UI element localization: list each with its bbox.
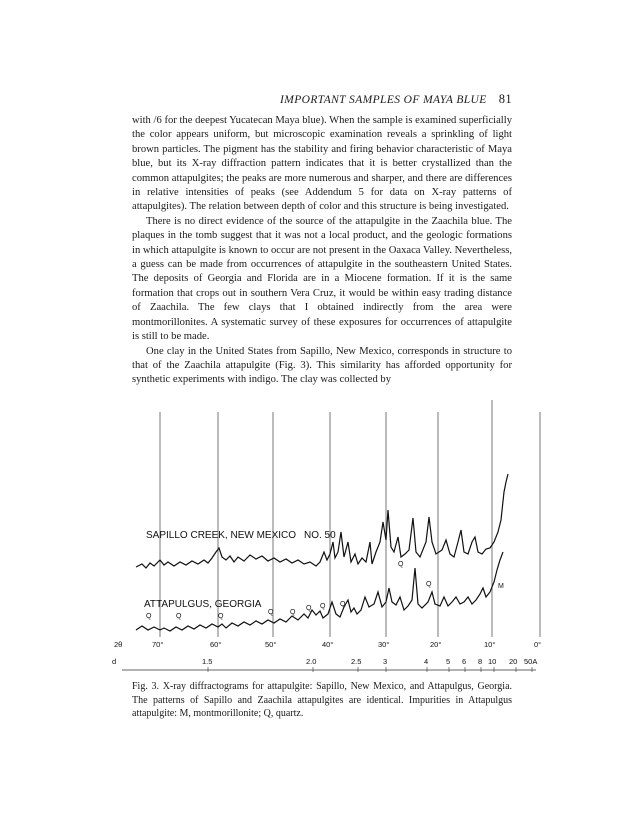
figure-xray-diffractograms (108, 392, 548, 677)
label-sapillo-no: NO. 50 (304, 530, 336, 541)
caption-text: X-ray diffractograms for attapulgite: Sapillo, New Mexico, and Attapulgus, Georgia. The patterns of Sapillo and Zaachila attapulgites are identical. Impurities in Attapulgus attapulgite: M, montmorillonite; Q, quartz. (132, 681, 513, 720)
d-tick-4: 4 (424, 657, 429, 666)
twotheta-tick-20: 20° (430, 640, 442, 649)
d-tick-6: 6 (462, 657, 467, 666)
figure-caption (132, 680, 512, 721)
running-title: IMPORTANT SAMPLES OF MAYA BLUE (279, 94, 487, 106)
diffractogram-svg (108, 392, 548, 677)
paragraph-3: One clay in the United States from Sapillo, New Mexico, corresponds in structure to that of the Zaachila attapulgite (Fig. 3). This similarity has afforded opportunity for synthetic experiments with indigo. The clay was collected by (132, 345, 512, 386)
d-tick-5: 5 (446, 657, 451, 666)
peak-q-3: Q (218, 613, 224, 620)
attapulgus-trace (136, 552, 503, 631)
twotheta-tick-40: 40° (322, 640, 334, 649)
twotheta-tick-70: 70° (152, 640, 164, 649)
d-tick-10: 10 (488, 657, 497, 666)
peak-m: M (498, 583, 504, 590)
twotheta-tick-0: 0° (534, 640, 542, 649)
d-tick-3: 3 (383, 657, 388, 666)
twotheta-tick-30: 30° (378, 640, 390, 649)
d-tick-2-0: 2.0 (306, 657, 317, 666)
d-label: d (112, 657, 117, 666)
twotheta-tick-50: 50° (265, 640, 277, 649)
peak-q-4: Q (268, 609, 274, 616)
caption-fig-label: Fig. 3. (132, 681, 160, 692)
d-tick-2-5: 2.5 (351, 657, 362, 666)
paragraph-2: There is no direct evidence of the source of the attapulgite in the Zaachila blue. The plaques in the tomb suggest that it was not a local product, and the geologic formations in which attapulgite is known to occur are not present in the Oaxaca Valley. Nevertheless, a guess can be made from occurrences of attapulgite in the southeastern United States. The deposits of Georgia and Florida are in a Miocene formation. If it is the same formation that crops out in southern Vera Cruz, it would be within easy trading distance of Zaachila. The few clays that I obtained indirectly from the area were montmorillonites. A systematic survey of these exposures for occurrences of attapulgite is still to be made. (132, 215, 512, 343)
twotheta-label: 2θ (114, 640, 123, 649)
peak-q-7: Q (320, 603, 326, 610)
d-axis-ticks (208, 667, 532, 672)
peak-q-1: Q (146, 613, 152, 620)
d-tick-1-5: 1.5 (202, 657, 213, 666)
peak-q-6: Q (306, 605, 312, 612)
paragraph-1: with /6 for the deepest Yucatecan Maya blue). When the sample is examined superficially the color appears uniform, but microscopic examination reveals a sprinkling of light brown particles. The pigment has the stability and firing behavior characteristic of Maya blue, but its X-ray diffraction pattern indicates that it is better crystallized than the common attapulgites; the peaks are more numerous and sharper, and there are differences in relative intensities of peaks (see Addendum 5 for data on X-ray patterns of attapulgites). The relation between depth of color and this structure is being investigated. (132, 115, 512, 213)
body-text (132, 114, 512, 388)
sapillo-trace (136, 474, 508, 568)
twotheta-axis (114, 640, 541, 649)
peak-q-10: Q (426, 581, 432, 588)
peak-markers (146, 561, 504, 620)
label-sapillo: SAPILLO CREEK, NEW MEXICO (146, 530, 297, 541)
label-attapulgus: ATTAPULGUS, GEORGIA (144, 599, 262, 610)
peak-q-2: Q (176, 613, 182, 620)
d-axis (112, 657, 537, 666)
page-number: 81 (498, 92, 512, 106)
peak-q-8: Q (340, 601, 346, 608)
twotheta-tick-10: 10° (484, 640, 496, 649)
d-tick-20: 20 (509, 657, 518, 666)
d-tick-8: 8 (478, 657, 483, 666)
running-header (132, 92, 512, 107)
peak-q-5: Q (290, 609, 296, 616)
peak-q-9: Q (398, 561, 404, 568)
twotheta-tick-60: 60° (210, 640, 222, 649)
d-tick-50a: 50A (524, 657, 538, 666)
